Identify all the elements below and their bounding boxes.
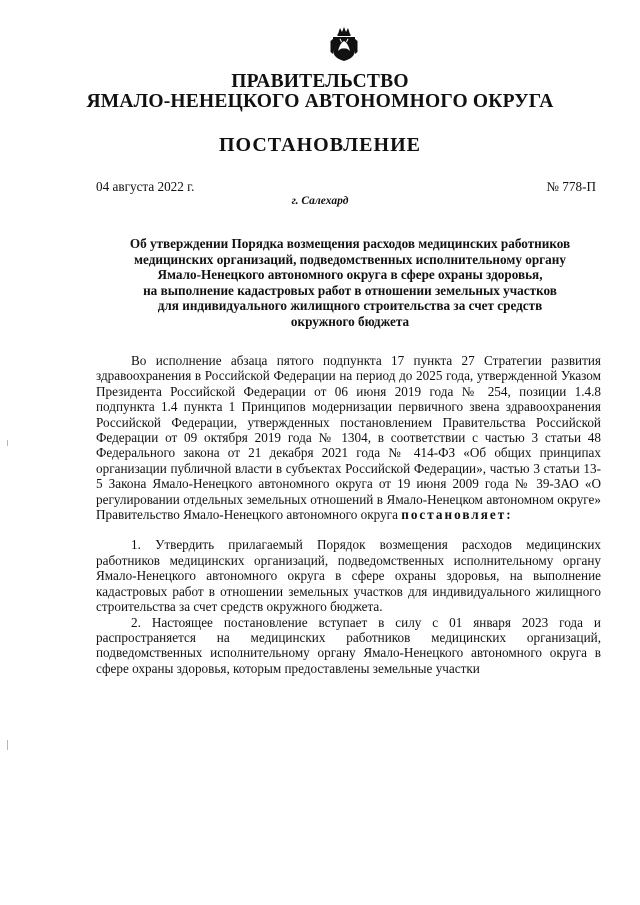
coat-of-arms-icon	[329, 26, 359, 62]
decree-word: постановляет	[401, 507, 507, 523]
title-line: окружного бюджета	[290, 313, 410, 329]
decree-punctuation: :	[506, 507, 513, 523]
scan-margin-mark	[7, 740, 8, 750]
document-title	[90, 236, 610, 330]
title-line: на выполнение кадастровых работ в отношении земельных участков	[143, 282, 557, 298]
item-1-paragraph: 1. Утвердить прилагаемый Порядок возмещения расходов медицинских работников медицинских организаций, подведомственных исполнительному органу Ямало-Ненецкого автономного округа в сфере охраны здоровья, на выполнение кадастровых работ в отношении земельных участков для индивидуального жилищного строительства за счет средств окружного бюджета.	[96, 537, 601, 615]
item-2-paragraph: 2. Настоящее постановление вступает в силу с 01 января 2023 года и распространяется на медицинских работников медицинских организаций, подведомственных исполнительному органу Ямало-Ненецкого автономного округа в сфере охраны здоровья, которым предоставлены земельные участки	[96, 614, 601, 676]
document-type-heading: ПОСТАНОВЛЕНИЕ	[219, 134, 421, 156]
government-name-line2: ЯМАЛО-НЕНЕЦКОГО АВТОНОМНОГО ОКРУГА	[86, 91, 554, 112]
title-line: Ямало-Ненецкого автономного округа в сфере охраны здоровья,	[157, 267, 543, 283]
document-body	[96, 353, 601, 676]
preamble-text: Во исполнение абзаца пятого подпункта 17 пункта 27 Стратегии развития здравоохранения в Российской Федерации на период до 2025 года, утвержденной Указом Президента Российской Федерации от 06 июня 2019 года № 254, позиции 1.4.8 подпункта 1.4 пункта 1 Принципов модернизации первичного звена здравоохранения Российской Федерации, утвержденных постановлением Правительства Российской Федерации от 09 октября 2019 года № 1304, в соответствии с частью 3 статьи 48 Федерального закона от 21 декабря 2021 года № 414-ФЗ «Об общих принципах организации публичной власти в субъектах Российской Федерации», частью 3 статьи 13-5 Закона Ямало-Ненецкого автономного округа от 19 июня 2009 года № 39-ЗАО «О регулировании отдельных земельных отношений в Ямало-Ненецком автономном округе» Правительство Ямало-Ненецкого автономного округа	[96, 353, 601, 523]
title-line: для индивидуального жилищного строительства за счет средств	[157, 298, 543, 314]
document-city: г. Салехард	[291, 195, 349, 207]
document-number: № 778-П	[546, 179, 596, 194]
scan-margin-mark	[7, 440, 8, 446]
document-date: 04 августа 2022 г.	[96, 179, 195, 194]
preamble-paragraph	[96, 353, 601, 522]
government-name-line1: ПРАВИТЕЛЬСТВО	[231, 71, 409, 92]
title-line: медицинских организаций, подведомственных исполнительному органу	[134, 251, 566, 267]
title-line: Об утверждении Порядка возмещения расходов медицинских работников	[129, 236, 571, 251]
